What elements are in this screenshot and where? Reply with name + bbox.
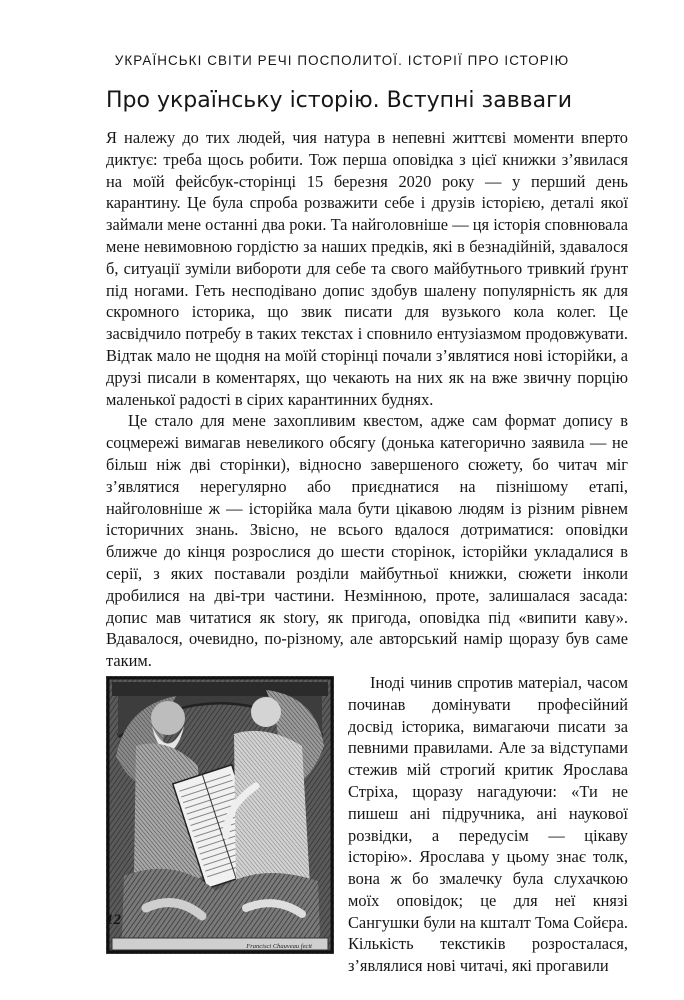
engraving-illustration [106, 676, 334, 954]
running-head: УКРАЇНСЬКІ СВІТИ РЕЧІ ПОСПОЛИТОЇ. ІСТОРІЇ ПРО ІСТОРІЮ [114, 53, 570, 68]
paragraph-1: Я належу до тих людей, чия натура в непевні життєві моменти вперто диктує: треба щось робити. Тож перша оповідка з цієї книжки з’явилася на моїй фейсбук-сторінці 15 березня 2020 року — у перший день карантину. Це була спроба розважити себе і друзів історією, деталі якої займали мене останні два роки. Та найголовніше — ця історія сповнювала мене невимовною гордістю за наших предків, які в безнадійній, здавалося б, ситуації зуміли вибороти для себе та свого майбутнього тривкий ґрунт під ногами. Геть несподівано допис здобув шалену популярність як для скромного історика, що звик писати для вузького кола колег. Це засвідчило потребу в таких текстах і сповнило ентузіазмом продовжувати. Відтак мало не щодня на моїй сторінці почали з’являтися нові історійки, а друзі писали в коментарях, що чекають на них як на вже звичну порцію маленької радості в сірих карантинних буднях. [106, 128, 628, 409]
page-number: 12 [106, 912, 121, 928]
paragraph-3: Іноді чинив спротив матеріал, часом починав домінувати професійний досвід історика, вимагаючи писати за певними правилами. Але за відступами стежив мій строгий критик Ярослава Стріха, щоразу нагадуючи: «Ти не пишеш ані підручника, ані наукової розвідки, а передусім — цікаву історію». Ярослава у цьому знає толк, вона ж бо змалечку була слухачкою моїх оповідок; це для неї князі Сангушки були на кшталт Тома Сойєра. Кількість текстиків розросталася, з’являлися нові читачі, які прогавили [348, 672, 628, 976]
section-title: Про українську історію. Вступні завваги [106, 88, 572, 113]
paragraph-2: Це стало для мене захопливим квестом, адже сам формат допису в соцмережі вимагав невеликого обсягу (донька категорично заявила — не більш ніж дві сторінки), відносно завершеного сюжету, бо читач міг з’являтися нерегулярно або приєднатися на пізнішому етапі, найголовніше ж — історійка мала бути цікавою людям із різним рівнем історичних знань. Звісно, не всього вдалося дотриматися: оповідки ближче до кінця розрослися до шести сторінок, історійки укладалися в серії, з яких поставали розділи майбутньої книжки, сюжети інколи дробилися на дві-три частини. Незмінною, проте, залишалася засада: допис мав читатися як story, як пригода, оповідка під «випити каву». Вдавалося, очевидно, по-різному, але авторський намір щоразу був саме таким. [106, 411, 628, 671]
engraving-signature: Francisci Chauveau fecit [246, 942, 312, 950]
body-text [106, 127, 628, 977]
